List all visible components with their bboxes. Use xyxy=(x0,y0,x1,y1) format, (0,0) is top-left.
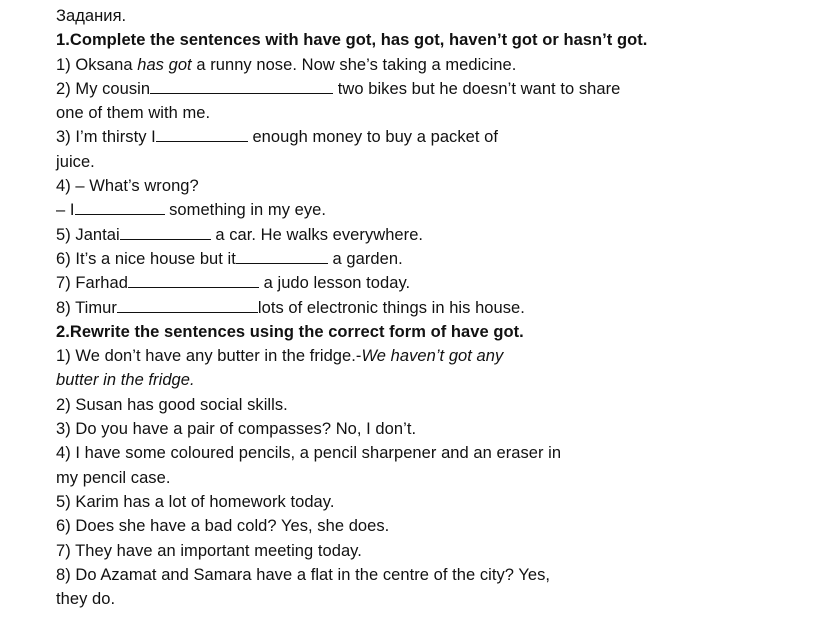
answer-blank[interactable] xyxy=(75,199,165,215)
answer-blank[interactable] xyxy=(236,248,328,264)
task1-title: 1.Complete the sentences with have got, has got, haven’t got or hasn’t got. xyxy=(56,31,648,50)
task2-item-4: 4) I have some coloured pencils, a pencil sharpener and an eraser in xyxy=(56,444,562,463)
item-text: 3) I’m thirsty I xyxy=(56,128,156,147)
task2-item-3: 3) Do you have a pair of compasses? No, I don’t. xyxy=(56,420,417,439)
task2-item-1-cont: butter in the fridge. xyxy=(56,371,195,390)
answer-blank[interactable] xyxy=(117,297,258,313)
item-text: two bikes but he doesn’t want to share xyxy=(333,79,621,98)
task1-item-2 xyxy=(56,77,796,101)
item-text: 7) Farhad xyxy=(56,274,128,293)
item-text: lots of electronic things in his house. xyxy=(257,298,525,317)
example-answer: We haven’t got any xyxy=(361,347,504,366)
task1-item-4: 4) – What’s wrong? xyxy=(56,177,199,196)
task2-item-1 xyxy=(56,344,796,368)
answer-blank[interactable] xyxy=(128,272,259,288)
task2-title: 2.Rewrite the sentences using the correct form of have got. xyxy=(56,322,524,341)
answer-blank[interactable] xyxy=(120,224,211,240)
item-text: enough money to buy a packet of xyxy=(247,128,498,147)
task1-item-3 xyxy=(56,125,796,149)
item-text: – I xyxy=(56,201,75,220)
task2-item-2: 2) Susan has good social skills. xyxy=(56,395,288,414)
worksheet-header: Задания. xyxy=(56,7,127,25)
item-text: a car. He walks everywhere. xyxy=(210,225,424,244)
item-text: a judo lesson today. xyxy=(259,274,411,293)
task2-item-4-cont: my pencil case. xyxy=(56,468,171,487)
task1-item-5 xyxy=(56,223,796,247)
item-text: 5) Jantai xyxy=(56,225,120,244)
task1-item-4-reply xyxy=(56,198,796,222)
task2-item-7: 7) They have an important meeting today. xyxy=(56,541,362,560)
item-text: 6) It’s a nice house but it xyxy=(56,249,236,268)
task1-item-1 xyxy=(56,53,796,77)
item-text: something in my eye. xyxy=(164,201,327,220)
item-text: a runny nose. Now she’s taking a medicine. xyxy=(191,55,517,74)
task1-item-7 xyxy=(56,271,796,295)
item-text: 2) My cousin xyxy=(56,79,151,98)
task2-item-8-cont: they do. xyxy=(56,590,116,609)
item-text: 8) Timur xyxy=(56,298,117,317)
task1-item-8 xyxy=(56,296,796,320)
task1-item-3-cont: juice. xyxy=(56,152,95,171)
task1-item-6 xyxy=(56,247,796,271)
worksheet xyxy=(56,4,796,611)
item-text: 1) We don’t have any butter in the fridge.- xyxy=(56,347,362,366)
answer-blank[interactable] xyxy=(156,126,248,142)
item-text: a garden. xyxy=(327,249,403,268)
task2-item-5: 5) Karim has a lot of homework today. xyxy=(56,492,335,511)
example-answer: has got xyxy=(137,55,192,74)
task1-item-2-cont: one of them with me. xyxy=(56,104,211,123)
task2-item-8: 8) Do Azamat and Samara have a flat in the centre of the city? Yes, xyxy=(56,565,551,584)
item-text: 1) Oksana xyxy=(56,55,138,74)
answer-blank[interactable] xyxy=(150,78,333,94)
task2-item-6: 6) Does she have a bad cold? Yes, she does. xyxy=(56,517,390,536)
